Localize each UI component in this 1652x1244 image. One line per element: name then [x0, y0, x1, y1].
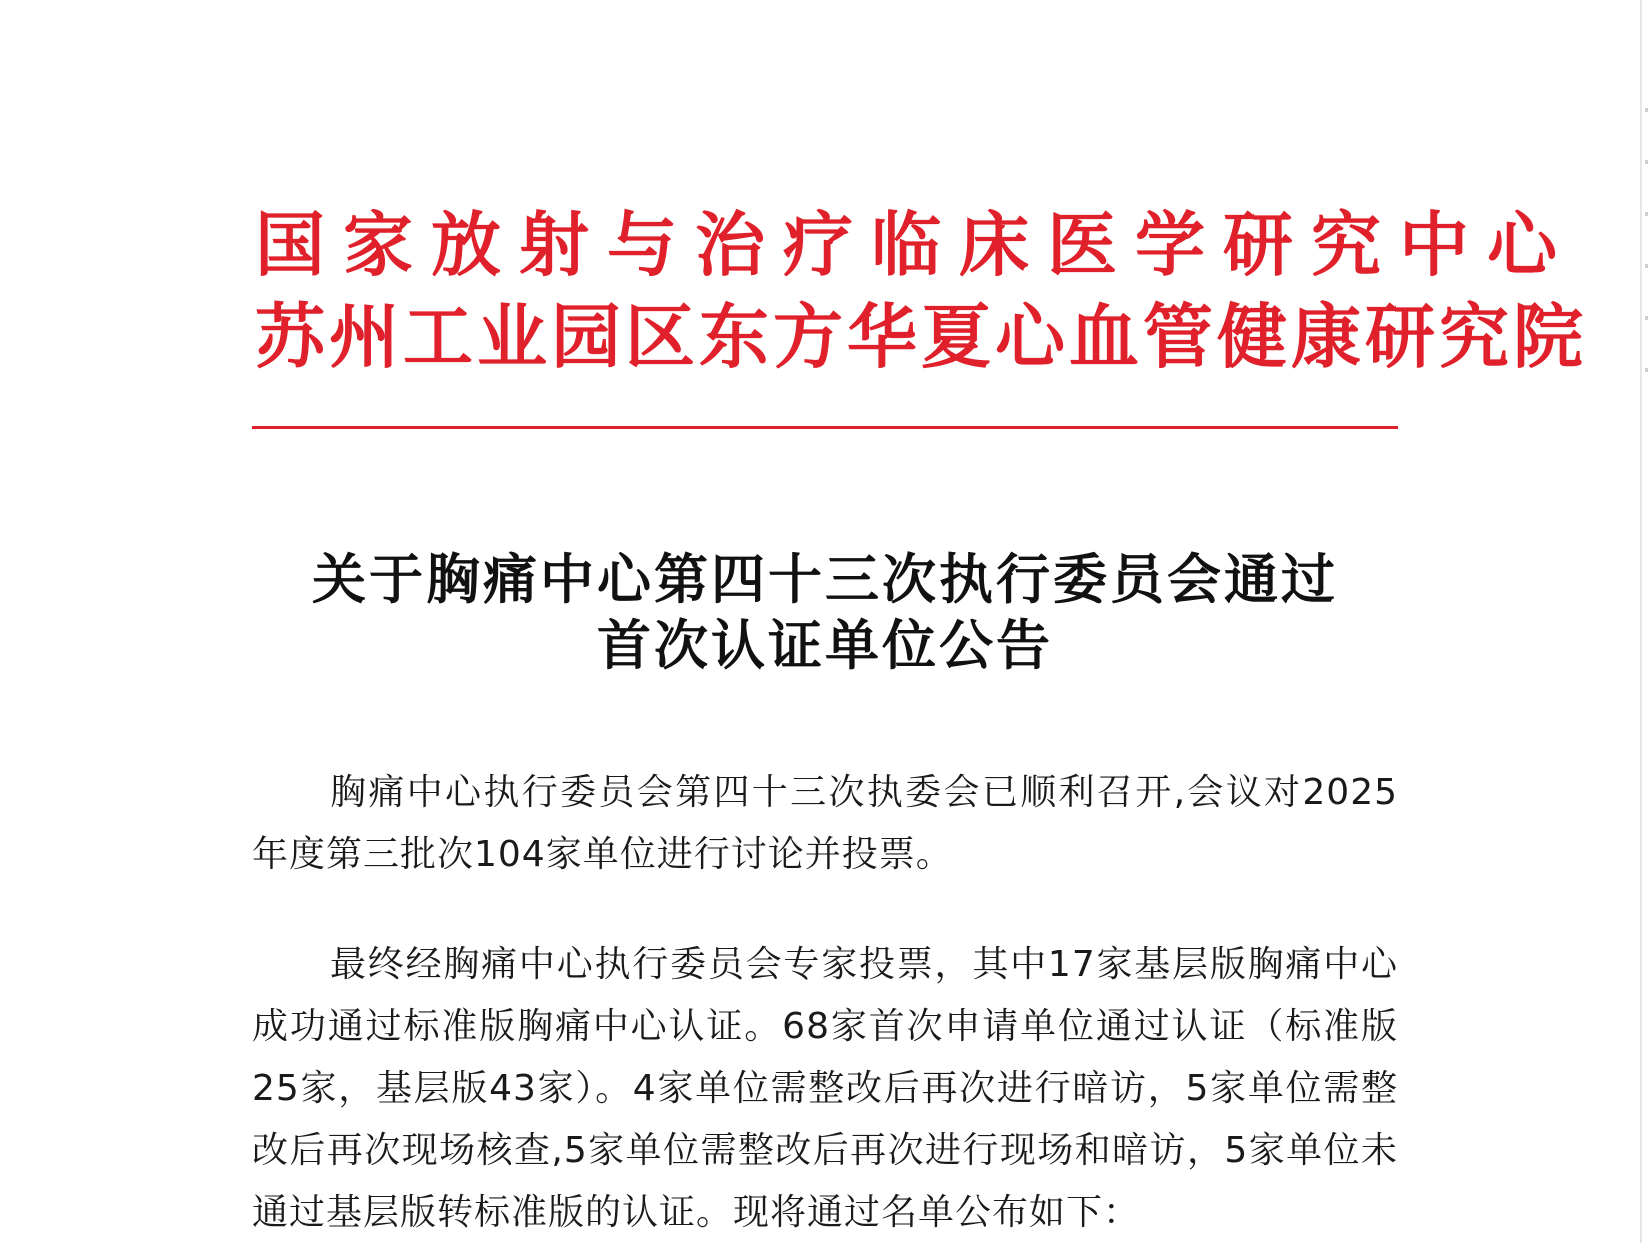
body-paragraph-2: 最终经胸痛中心执行委员会专家投票，其中17家基层版胸痛中心成功通过标准版胸痛中心认证。68家首次申请单位通过认证（标准版25家，基层版43家）。4家单位需整改后再次进行暗访，5家单位需整改后再次现场核查,5家单位需整改后再次进行现场和暗访，5家单位未通过基层版转标准版的认证。现将通过名单公布如下：	[252, 944, 1398, 1233]
issuer-name-line-2: 苏州工业园区东方华夏心血管健康研究院	[255, 295, 1587, 378]
scan-edge	[1640, 0, 1642, 1243]
document-title-line-1: 关于胸痛中心第四十三次执行委员会通过	[312, 547, 1338, 611]
body-paragraph-1: 胸痛中心执行委员会第四十三次执委会已顺利召开,会议对2025年度第三批次104家单位进行讨论并投票。	[252, 772, 1398, 875]
scan-marks	[1645, 60, 1648, 420]
document-title-line-2: 首次认证单位公告	[597, 613, 1053, 677]
issuer-name-line-1: 国家放射与治疗临床医学研究中心	[255, 203, 1575, 286]
header-divider	[252, 426, 1398, 429]
